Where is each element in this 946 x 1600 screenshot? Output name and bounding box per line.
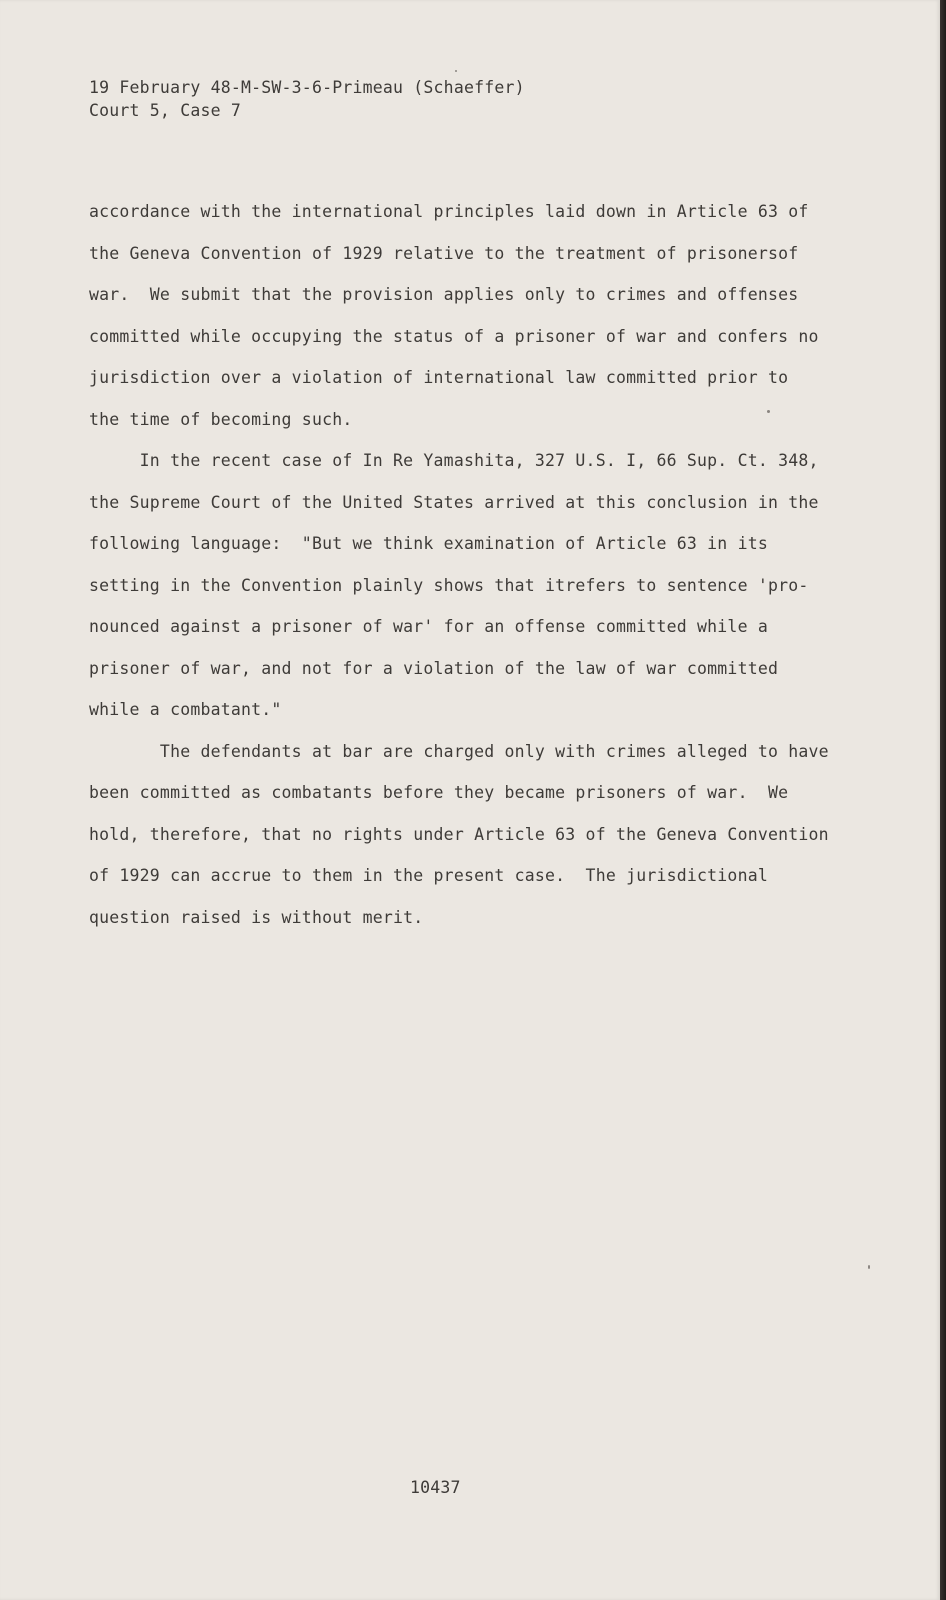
paper-speck — [767, 410, 770, 413]
text-line: the time of becoming such. — [89, 409, 353, 429]
text-line: prisoner of war, and not for a violation of the law of war committed — [89, 658, 779, 678]
text-line: question raised is without merit. — [89, 907, 424, 927]
text-line: the Geneva Convention of 1929 relative to the treatment of prisonersof — [89, 243, 799, 263]
text-line: jurisdiction over a violation of international law committed prior to — [89, 368, 789, 387]
text-line: In the recent case of In Re Yamashita, 327 U.S. I, 66 Sup. Ct. 348, — [89, 451, 819, 470]
paper-speck — [455, 70, 457, 72]
page-number: 10437 — [410, 1478, 461, 1497]
text-line: of 1929 can accrue to them in the present case. The jurisdictional — [89, 866, 768, 885]
text-line: while a combatant." — [89, 700, 282, 719]
paper-speck — [868, 1265, 870, 1269]
text-line: committed while occupying the status of a prisoner of war and confers no — [89, 326, 819, 346]
text-line: hold, therefore, that no rights under Article 63 of the Geneva Convention — [89, 824, 829, 844]
text-line: the Supreme Court of the United States arrived at this conclusion in the — [89, 492, 819, 512]
header-line-date-reference: 19 February 48-M-SW-3-6-Primeau (Schaeffer) — [89, 78, 525, 97]
header-line-court-case: Court 5, Case 7 — [89, 101, 242, 120]
text-line: war. We submit that the provision applies only to crimes and offenses — [89, 285, 799, 304]
document-header — [89, 76, 525, 122]
text-line: nounced against a prisoner of war' for an offense committed while a — [89, 617, 768, 636]
text-line: accordance with the international principles laid down in Article 63 of — [89, 202, 809, 221]
text-line: following language: "But we think examination of Article 63 in its — [89, 534, 768, 553]
body-text — [89, 197, 849, 944]
text-line: The defendants at bar are charged only with crimes alleged to have — [89, 741, 829, 761]
text-line: setting in the Convention plainly shows that itrefers to sentence 'pro- — [89, 575, 809, 595]
text-line: been committed as combatants before they became prisoners of war. We — [89, 783, 789, 802]
page-edge-shadow — [940, 0, 946, 1600]
